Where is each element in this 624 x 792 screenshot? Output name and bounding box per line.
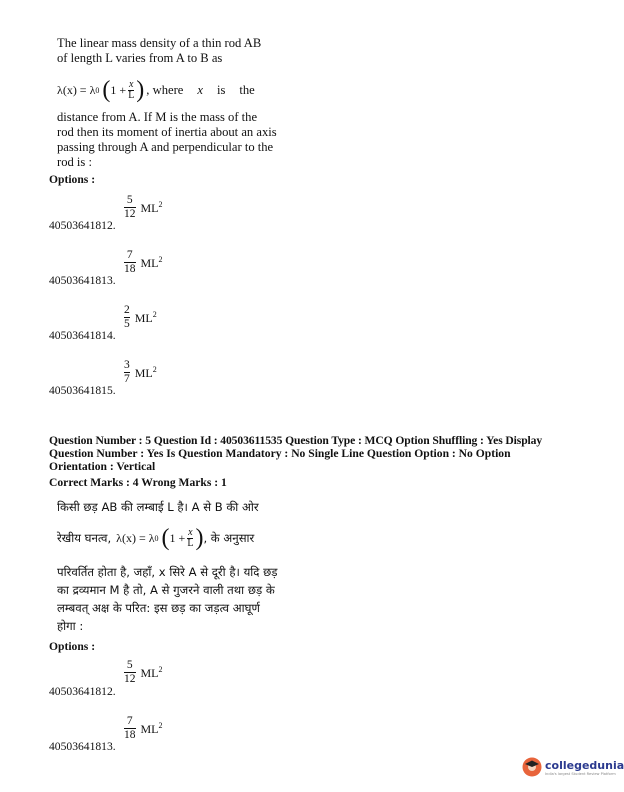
ml-text: ML (134, 365, 153, 380)
formula-is: is (216, 82, 226, 97)
option-num: 5 (126, 659, 133, 671)
graduate-avatar-icon (522, 757, 542, 777)
logo-name: collegedunia (545, 758, 624, 772)
left-paren: ( (102, 77, 111, 103)
ml-exp: 2 (158, 199, 163, 209)
option-ml (141, 255, 163, 271)
q2-line-5: लम्बवत् अक्ष के परित: इस छड़ का जड़त्व आघूर्ण (57, 601, 260, 615)
formula-sub: 0 (154, 533, 159, 543)
q2-density-line (57, 526, 254, 550)
option-num: 7 (126, 249, 133, 261)
q2-line-2-post: , के अनुसार (203, 530, 255, 545)
q2-line-3: परिवर्तित होता है, जहाँ, x सिरे A से दूरी है। यदि छड़ (57, 565, 278, 579)
option-num: 5 (126, 194, 133, 206)
q1-option-2-value (124, 249, 163, 276)
option-den: 18 (124, 729, 136, 741)
q1-line-6: rod is : (57, 155, 92, 169)
option-den: 12 (124, 208, 136, 220)
q1-line-5: passing through A and perpendicular to the (57, 140, 274, 154)
q1-line-3: distance from A. If M is the mass of the (57, 110, 258, 124)
ml-exp: 2 (158, 254, 163, 264)
x-over-l-fraction (187, 528, 193, 549)
fraction-den: L (128, 89, 135, 101)
right-paren: ) (195, 525, 204, 551)
ml-exp: 2 (158, 720, 163, 730)
formula-var: x (197, 82, 203, 97)
option-den: 7 (124, 373, 130, 385)
q2-line-2-pre: रेखीय घनत्व, (57, 530, 112, 545)
q2-option-2-id[interactable]: 40503641813. (49, 740, 116, 753)
right-paren: ) (136, 77, 145, 103)
q2-option-2-value (124, 715, 163, 742)
ml-text: ML (140, 200, 159, 215)
q1-option-4-id[interactable]: 40503641815. (49, 384, 116, 397)
q1-options-label: Options : (49, 173, 96, 186)
q1-option-2-id[interactable]: 40503641813. (49, 274, 116, 287)
q2-option-1-id[interactable]: 40503641812. (49, 685, 116, 698)
collegedunia-logo[interactable] (522, 757, 624, 777)
x-over-l-fraction (128, 80, 134, 101)
q1-line-4: rod then its moment of inertia about an axis (57, 125, 277, 139)
formula-where: , where (146, 82, 184, 97)
formula-lhs: λ(x) = λ (57, 82, 96, 97)
q2-line-6: होगा : (57, 619, 84, 633)
option-ml (135, 365, 157, 381)
q1-option-1-value (124, 194, 163, 221)
q2-options-label: Options : (49, 640, 96, 653)
meta-line-2: Question Number : Yes Is Question Mandatory : No Single Line Question Option : No Option (49, 447, 511, 460)
q2-option-1-value (124, 659, 163, 686)
fraction-num: x (188, 526, 193, 538)
meta-line-3: Orientation : Vertical (49, 460, 156, 473)
ml-text: ML (140, 255, 159, 270)
fraction-den: L (187, 537, 194, 549)
marks-line: Correct Marks : 4 Wrong Marks : 1 (49, 476, 227, 489)
option-num: 2 (124, 304, 130, 316)
formula-one: 1 + (110, 82, 127, 97)
ml-exp: 2 (152, 309, 157, 319)
ml-text: ML (134, 310, 153, 325)
option-num: 7 (126, 715, 133, 727)
q2-line-1: किसी छड़ AB की लम्बाई L है। A से B की ओर (57, 500, 259, 514)
formula-sub: 0 (95, 85, 100, 95)
q1-density-formula (57, 78, 255, 102)
option-ml (135, 310, 157, 326)
option-ml (141, 721, 163, 737)
q1-line-1: The linear mass density of a thin rod AB (57, 36, 262, 50)
ml-text: ML (140, 721, 159, 736)
q1-line-2: of length L varies from A to B as (57, 51, 223, 65)
option-ml (141, 665, 163, 681)
formula-one: 1 + (169, 530, 186, 545)
q1-option-3-value (124, 304, 157, 331)
formula-lhs: λ(x) = λ (116, 530, 155, 545)
option-num: 3 (124, 359, 130, 371)
ml-exp: 2 (158, 664, 163, 674)
q1-option-3-id[interactable]: 40503641814. (49, 329, 116, 342)
option-den: 18 (124, 263, 136, 275)
option-den: 5 (124, 318, 130, 330)
ml-exp: 2 (152, 364, 157, 374)
fraction-num: x (129, 78, 134, 90)
logo-tagline: India's largest Student Review Platform (545, 771, 616, 776)
q2-line-4: का द्रव्यमान M है तो, A से गुजरने वाली तथा छड़ के (57, 583, 275, 597)
q1-option-4-value (124, 359, 157, 386)
logo-text-block (545, 759, 624, 776)
option-den: 12 (124, 673, 136, 685)
q1-option-1-id[interactable]: 40503641812. (49, 219, 116, 232)
left-paren: ( (161, 525, 170, 551)
ml-text: ML (140, 665, 159, 680)
meta-line-1: Question Number : 5 Question Id : 40503611535 Question Type : MCQ Option Shuffling : Yes Display (49, 434, 543, 447)
option-ml (141, 200, 163, 216)
formula-the: the (239, 82, 255, 97)
